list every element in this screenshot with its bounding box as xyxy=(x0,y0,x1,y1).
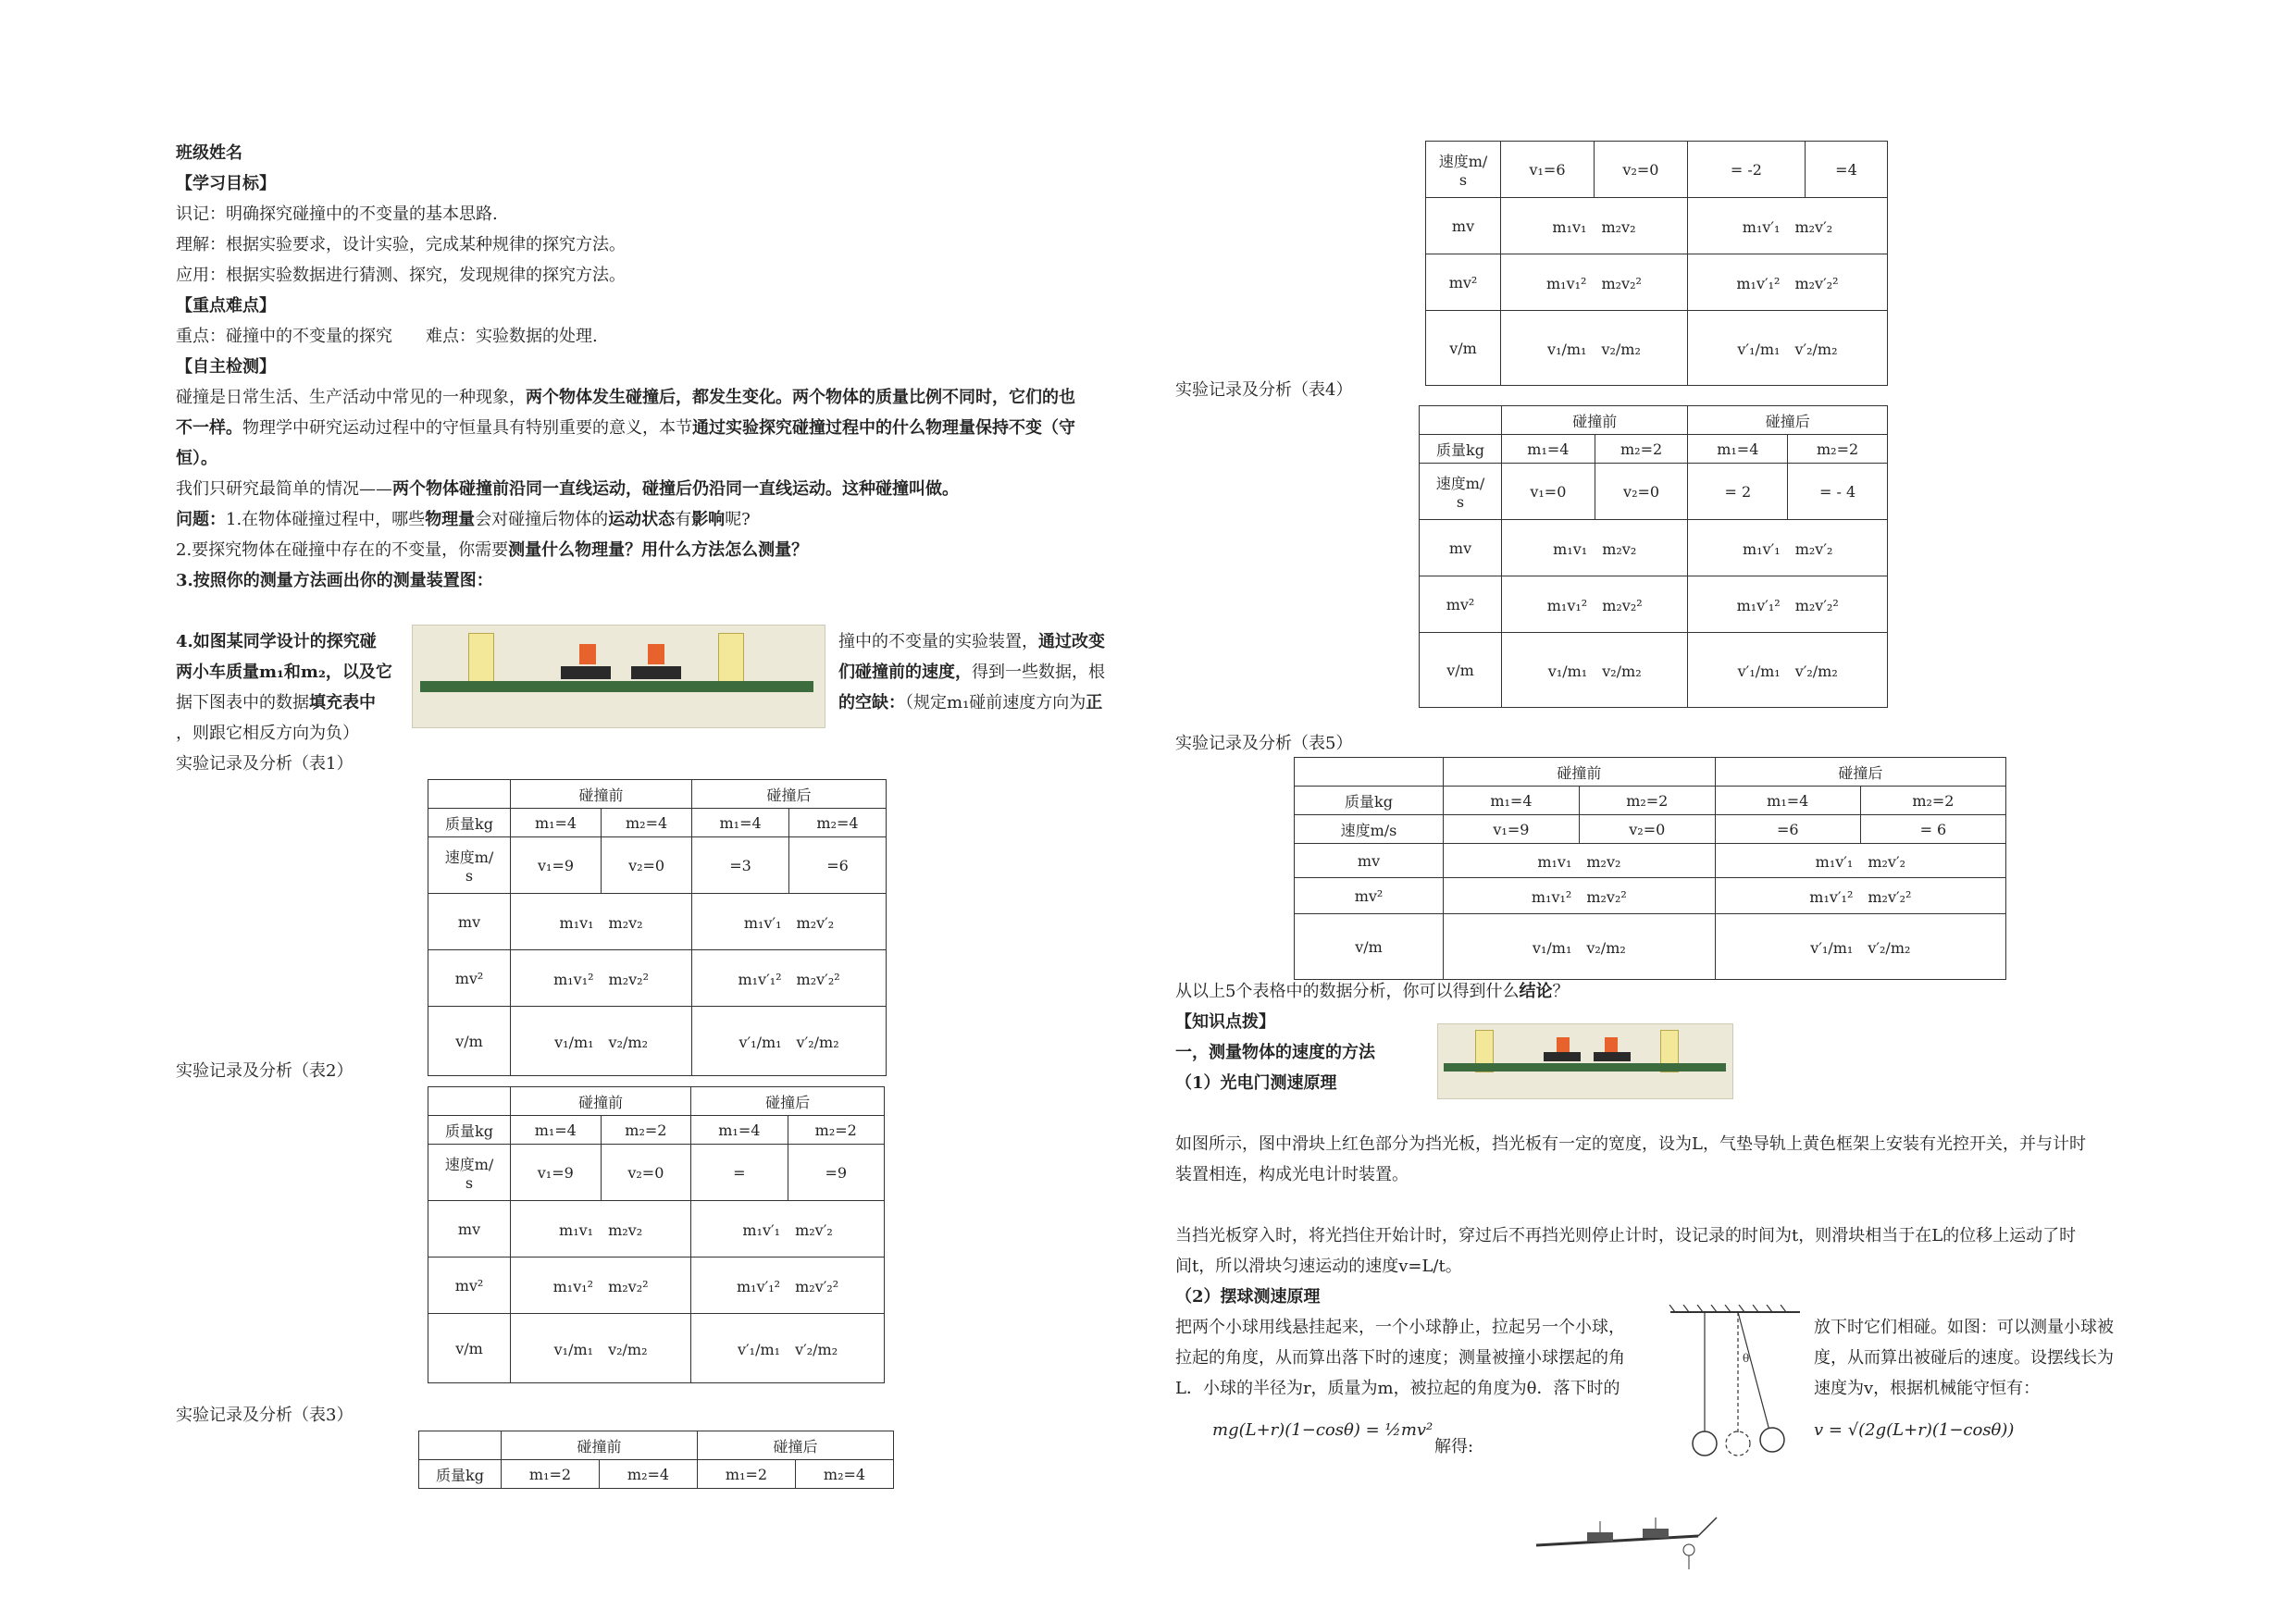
energy-equation: mg(L+r)(1−cosθ) = ½mv² xyxy=(1212,1420,1433,1440)
section-key-heading: 【重点难点】 xyxy=(176,296,276,316)
vm-after: v′₁/m₁ v′₂/m₂ xyxy=(1715,914,2005,980)
mv2-before: m₁v₁² m₂v₂² xyxy=(511,1258,691,1314)
section-self-check-heading: 【自主检测】 xyxy=(176,357,276,377)
pendulum-text-2: 拉起的角度，从而算出落下时的速度；测量被撞小球摆起的角 xyxy=(1175,1348,1625,1368)
subsection-photogate: （1）光电门测速原理 xyxy=(1175,1073,1337,1093)
subsection-pendulum: （2）摆球测速原理 xyxy=(1175,1287,1321,1307)
question-4-line-2: 两小车质量m₁和m₂，以及它 xyxy=(176,663,392,682)
photogate-paragraph-1b: 装置相连，构成光电计时装置。 xyxy=(1175,1165,1409,1184)
mv-before: m₁v₁ m₂v₂ xyxy=(1444,844,1716,878)
speed-v1-before: v₁=0 xyxy=(1502,464,1595,520)
photogate-paragraph-1a: 如图所示，图中滑块上红色部分为挡光板，挡光板有一定的宽度，设为L，气垫导轨上黄色框架上安装有光控开关，并与计时 xyxy=(1175,1134,2086,1154)
intro-line-3: 恒）。 xyxy=(176,449,217,468)
question-4-line-4: ，则跟它相反方向为负） xyxy=(176,724,359,743)
speed-v2-after: =6 xyxy=(789,837,887,894)
mv-after: m₁v′₁ m₂v′₂ xyxy=(692,894,887,950)
speed-v2-before: v₂=0 xyxy=(601,1145,691,1201)
question-4-right-3: 的空缺：（规定m₁碰前速度方向为正 xyxy=(838,693,1103,712)
vm-before: v₁/m₁ v₂/m₂ xyxy=(511,1007,692,1076)
vm-label: v/m xyxy=(1426,311,1501,386)
vm-before: v₁/m₁ v₂/m₂ xyxy=(511,1314,691,1383)
mv-after: m₁v′₁ m₂v′₂ xyxy=(691,1201,885,1258)
mv-label: mv xyxy=(1426,198,1501,254)
mv2-after: m₁v′₁² m₂v′₂² xyxy=(691,1258,885,1314)
mv-label: mv xyxy=(428,894,511,950)
speed-v1-after: = -2 xyxy=(1687,142,1805,198)
mv2-label: mv² xyxy=(1420,576,1502,633)
table-3-top xyxy=(418,1431,894,1489)
pendulum-diagram xyxy=(1666,1305,1805,1462)
flag-cart-2 xyxy=(648,644,664,664)
mv-before: m₁v₁ m₂v₂ xyxy=(1502,520,1688,576)
speed-label: 速度m/s xyxy=(1295,815,1444,844)
solve-label: 解得: xyxy=(1434,1437,1474,1456)
vm-before: v₁/m₁ v₂/m₂ xyxy=(1502,633,1688,708)
before-header: 碰撞前 xyxy=(511,1087,691,1116)
mass-label: 质量kg xyxy=(428,809,511,837)
mv2-label: mv² xyxy=(1295,878,1444,914)
speed-v1-before: v₁=6 xyxy=(1501,142,1595,198)
string-2-raised xyxy=(1738,1312,1769,1431)
track-sketch xyxy=(1532,1508,1726,1573)
mv-label: mv xyxy=(428,1201,511,1258)
flag-cart-1 xyxy=(579,644,596,664)
table-5 xyxy=(1294,757,2006,980)
question-4-right-1: 撞中的不变量的实验装置，通过改变 xyxy=(838,632,1105,651)
mv2-before: m₁v₁² m₂v₂² xyxy=(1502,576,1688,633)
question-3: 3.按照你的测量方法画出你的测量装置图： xyxy=(176,571,493,590)
mv2-label: mv² xyxy=(1426,254,1501,311)
table-4-caption: 实验记录及分析（表4） xyxy=(1175,380,1353,400)
corner-cell xyxy=(1295,758,1444,787)
flag-cart-1 xyxy=(1557,1037,1570,1052)
mass-m2-after: m₂=2 xyxy=(1788,435,1888,464)
mass-m1-before: m₁=2 xyxy=(502,1460,600,1489)
question-2: 2.要探究物体在碰撞中存在的不变量，你需要测量什么物理量？用什么方法怎么测量？ xyxy=(176,540,809,560)
speed-v1-after: = 2 xyxy=(1688,464,1788,520)
mv2-before: m₁v₁² m₂v₂² xyxy=(511,950,692,1007)
table-5-caption: 实验记录及分析（表5） xyxy=(1175,734,1353,753)
speed-v2-after: = - 4 xyxy=(1788,464,1888,520)
sketch-cart-1 xyxy=(1587,1532,1613,1542)
speed-v1-before: v₁=9 xyxy=(511,837,602,894)
cart-2 xyxy=(631,666,681,679)
mass-m2-before: m₂=2 xyxy=(601,1116,691,1145)
cart-1 xyxy=(561,666,611,679)
cart-1 xyxy=(1544,1052,1581,1061)
speed-v2-after: = 6 xyxy=(1860,815,2005,844)
mass-label: 质量kg xyxy=(428,1116,511,1145)
mv-before: m₁v₁ m₂v₂ xyxy=(511,894,692,950)
mv2-label: mv² xyxy=(428,1258,511,1314)
mass-m1-after: m₁=4 xyxy=(691,1116,788,1145)
vm-label: v/m xyxy=(1420,633,1502,708)
speed-v1-after: =3 xyxy=(692,837,789,894)
mv2-before: m₁v₁² m₂v₂² xyxy=(1444,878,1716,914)
flag-cart-2 xyxy=(1605,1037,1618,1052)
speed-v2-after: =9 xyxy=(788,1145,884,1201)
mass-m1-after: m₁=4 xyxy=(1688,435,1788,464)
before-header: 碰撞前 xyxy=(502,1431,698,1460)
mv-before: m₁v₁ m₂v₂ xyxy=(511,1201,691,1258)
table-1 xyxy=(428,779,887,1076)
mass-m1-before: m₁=4 xyxy=(1502,435,1595,464)
mass-m2-before: m₂=4 xyxy=(600,1460,698,1489)
sketch-pulley xyxy=(1683,1544,1694,1555)
air-track xyxy=(1444,1063,1726,1072)
vm-before: v₁/m₁ v₂/m₂ xyxy=(1444,914,1716,980)
speed-label: 速度m/ s xyxy=(428,837,511,894)
after-header: 碰撞后 xyxy=(1715,758,2005,787)
after-header: 碰撞后 xyxy=(691,1087,885,1116)
mass-m2-after: m₂=2 xyxy=(1860,787,2005,815)
mv-after: m₁v′₁ m₂v′₂ xyxy=(1687,198,1887,254)
photogate-paragraph-2a: 当挡光板穿入时，将光挡住开始计时，穿过后不再挡光则停止计时，设记录的时间为t，则滑块相当于在L的位移上运动了时 xyxy=(1175,1226,2077,1245)
knowledge-heading: 【知识点拨】 xyxy=(1175,1012,1275,1032)
before-header: 碰撞前 xyxy=(511,780,692,809)
mv-after: m₁v′₁ m₂v′₂ xyxy=(1715,844,2005,878)
table-4 xyxy=(1419,405,1888,708)
table-2 xyxy=(428,1086,885,1383)
vm-before: v₁/m₁ v₂/m₂ xyxy=(1501,311,1688,386)
air-track xyxy=(420,681,813,692)
intro-line-2: 不一样。物理学中研究运动过程中的守恒量具有特别重要的意义，本节通过实验探究碰撞过程中的什么物理量保持不变（守 xyxy=(176,418,1075,438)
vm-after: v′₁/m₁ v′₂/m₂ xyxy=(691,1314,885,1383)
pendulum-right-3: 速度为v，根据机械能守恒有： xyxy=(1814,1379,2041,1398)
vm-after: v′₁/m₁ v′₂/m₂ xyxy=(1688,633,1888,708)
table-3-bottom xyxy=(1425,141,1888,386)
question-4-line-1: 4.如图某同学设计的探究碰 xyxy=(176,632,377,651)
table-3-caption: 实验记录及分析（表3） xyxy=(176,1406,354,1425)
mass-m2-before: m₂=4 xyxy=(602,809,692,837)
question-4-right-2: 们碰撞前的速度，得到一些数据，根 xyxy=(838,663,1105,682)
mv2-after: m₁v′₁² m₂v′₂² xyxy=(1688,576,1888,633)
mass-label: 质量kg xyxy=(1420,435,1502,464)
ceiling-hatch xyxy=(1669,1305,1786,1312)
speed-v1-before: v₁=9 xyxy=(511,1145,602,1201)
theta-symbol: θ xyxy=(1743,1352,1750,1365)
sketch-timer-wire xyxy=(1698,1518,1717,1536)
mass-m2-before: m₂=2 xyxy=(1579,787,1715,815)
section-goals-heading: 【学习目标】 xyxy=(176,174,276,193)
after-header: 碰撞后 xyxy=(692,780,887,809)
sketch-cart-2 xyxy=(1643,1529,1669,1538)
mass-m1-before: m₁=4 xyxy=(511,809,602,837)
speed-v2-before: v₂=0 xyxy=(602,837,692,894)
mass-m2-after: m₂=4 xyxy=(789,809,887,837)
intro-line-4: 我们只研究最简单的情况——两个物体碰撞前沿同一直线运动，碰撞后仍沿同一直线运动。这种碰撞叫做。 xyxy=(176,479,959,499)
mv2-after: m₁v′₁² m₂v′₂² xyxy=(1687,254,1887,311)
ball-2-rest xyxy=(1726,1431,1750,1456)
mass-label: 质量kg xyxy=(1295,787,1444,815)
corner-cell xyxy=(1420,406,1502,435)
corner-cell xyxy=(428,1087,511,1116)
sketch-track xyxy=(1536,1536,1698,1545)
mv-label: mv xyxy=(1295,844,1444,878)
before-header: 碰撞前 xyxy=(1444,758,1716,787)
cart-2 xyxy=(1594,1052,1631,1061)
speed-v2-before: v₂=0 xyxy=(1579,815,1715,844)
pendulum-text-3: L．小球的半径为r，质量为m，被拉起的角度为θ．落下时的 xyxy=(1175,1379,1620,1398)
corner-cell xyxy=(419,1431,502,1460)
page-title: 班级姓名 xyxy=(176,143,242,163)
mv2-after: m₁v′₁² m₂v′₂² xyxy=(692,950,887,1007)
pendulum-right-2: 度，从而算出被碰后的速度。设摆线长为 xyxy=(1814,1348,2114,1368)
mass-label: 质量kg xyxy=(419,1460,502,1489)
after-header: 碰撞后 xyxy=(698,1431,894,1460)
mass-m1-after: m₁=2 xyxy=(698,1460,796,1489)
vm-label: v/m xyxy=(428,1007,511,1076)
mass-m2-after: m₂=4 xyxy=(796,1460,894,1489)
goal-apply: 应用：根据实验数据进行猜测、探究，发现规律的探究方法。 xyxy=(176,266,626,285)
mv-label: mv xyxy=(1420,520,1502,576)
velocity-equation: v = √(2g(L+r)(1−cosθ)) xyxy=(1814,1420,2015,1440)
photogate-paragraph-2b: 间t，所以滑块匀速运动的速度v=L/t。 xyxy=(1175,1257,1462,1276)
corner-cell xyxy=(428,780,511,809)
speed-v1-after: = xyxy=(691,1145,788,1201)
mv-before: m₁v₁ m₂v₂ xyxy=(1501,198,1688,254)
mass-m2-after: m₂=2 xyxy=(788,1116,884,1145)
goal-understand: 理解：根据实验要求，设计实验，完成某种规律的探究方法。 xyxy=(176,235,626,254)
speed-v1-after: =6 xyxy=(1715,815,1860,844)
air-track-photo-2 xyxy=(1437,1023,1733,1099)
after-header: 碰撞后 xyxy=(1688,406,1888,435)
speed-label: 速度m/ s xyxy=(1420,464,1502,520)
mass-m1-before: m₁=4 xyxy=(1444,787,1580,815)
question-4-line-3: 据下图表中的数据填充表中 xyxy=(176,693,376,712)
vm-label: v/m xyxy=(428,1314,511,1383)
intro-line-1: 碰撞是日常生活、生产活动中常见的一种现象，两个物体发生碰撞后，都发生变化。两个物体的质量比例不同时，它们的也 xyxy=(176,388,1075,407)
vm-after: v′₁/m₁ v′₂/m₂ xyxy=(1687,311,1887,386)
table-1-caption: 实验记录及分析（表1） xyxy=(176,754,354,774)
pendulum-text-1: 把两个小球用线悬挂起来，一个小球静止，拉起另一个小球， xyxy=(1175,1318,1625,1337)
question-1: 问题：1.在物体碰撞过程中，哪些物理量会对碰撞后物体的运动状态有影响呢? xyxy=(176,510,751,529)
mv-after: m₁v′₁ m₂v′₂ xyxy=(1688,520,1888,576)
table-2-caption: 实验记录及分析（表2） xyxy=(176,1061,354,1081)
pendulum-right-1: 放下时它们相碰。如图：可以测量小球被 xyxy=(1814,1318,2114,1337)
mv2-before: m₁v₁² m₂v₂² xyxy=(1501,254,1688,311)
mv2-label: mv² xyxy=(428,950,511,1007)
mass-m2-before: m₂=2 xyxy=(1595,435,1688,464)
goal-memorize: 识记：明确探究碰撞中的不变量的基本思路. xyxy=(176,204,498,224)
air-track-photo xyxy=(412,625,825,728)
mass-m1-before: m₁=4 xyxy=(511,1116,602,1145)
mv2-after: m₁v′₁² m₂v′₂² xyxy=(1715,878,2005,914)
vm-label: v/m xyxy=(1295,914,1444,980)
vm-after: v′₁/m₁ v′₂/m₂ xyxy=(692,1007,887,1076)
mass-m1-after: m₁=4 xyxy=(1715,787,1860,815)
speed-v2-after: =4 xyxy=(1805,142,1887,198)
speed-v2-before: v₂=0 xyxy=(1595,464,1688,520)
mass-m1-after: m₁=4 xyxy=(692,809,789,837)
speed-label: 速度m/ s xyxy=(428,1145,511,1201)
speed-label: 速度m/ s xyxy=(1426,142,1501,198)
ball-1 xyxy=(1693,1431,1717,1456)
before-header: 碰撞前 xyxy=(1502,406,1688,435)
key-points: 重点：碰撞中的不变量的探究 难点：实验数据的处理. xyxy=(176,327,598,346)
section-measure-speed: 一，测量物体的速度的方法 xyxy=(1175,1043,1375,1062)
conclusion-question: 从以上5个表格中的数据分析，你可以得到什么结论？ xyxy=(1175,982,1570,1001)
speed-v2-before: v₂=0 xyxy=(1594,142,1687,198)
speed-v1-before: v₁=9 xyxy=(1444,815,1580,844)
ball-2-raised xyxy=(1760,1428,1784,1452)
